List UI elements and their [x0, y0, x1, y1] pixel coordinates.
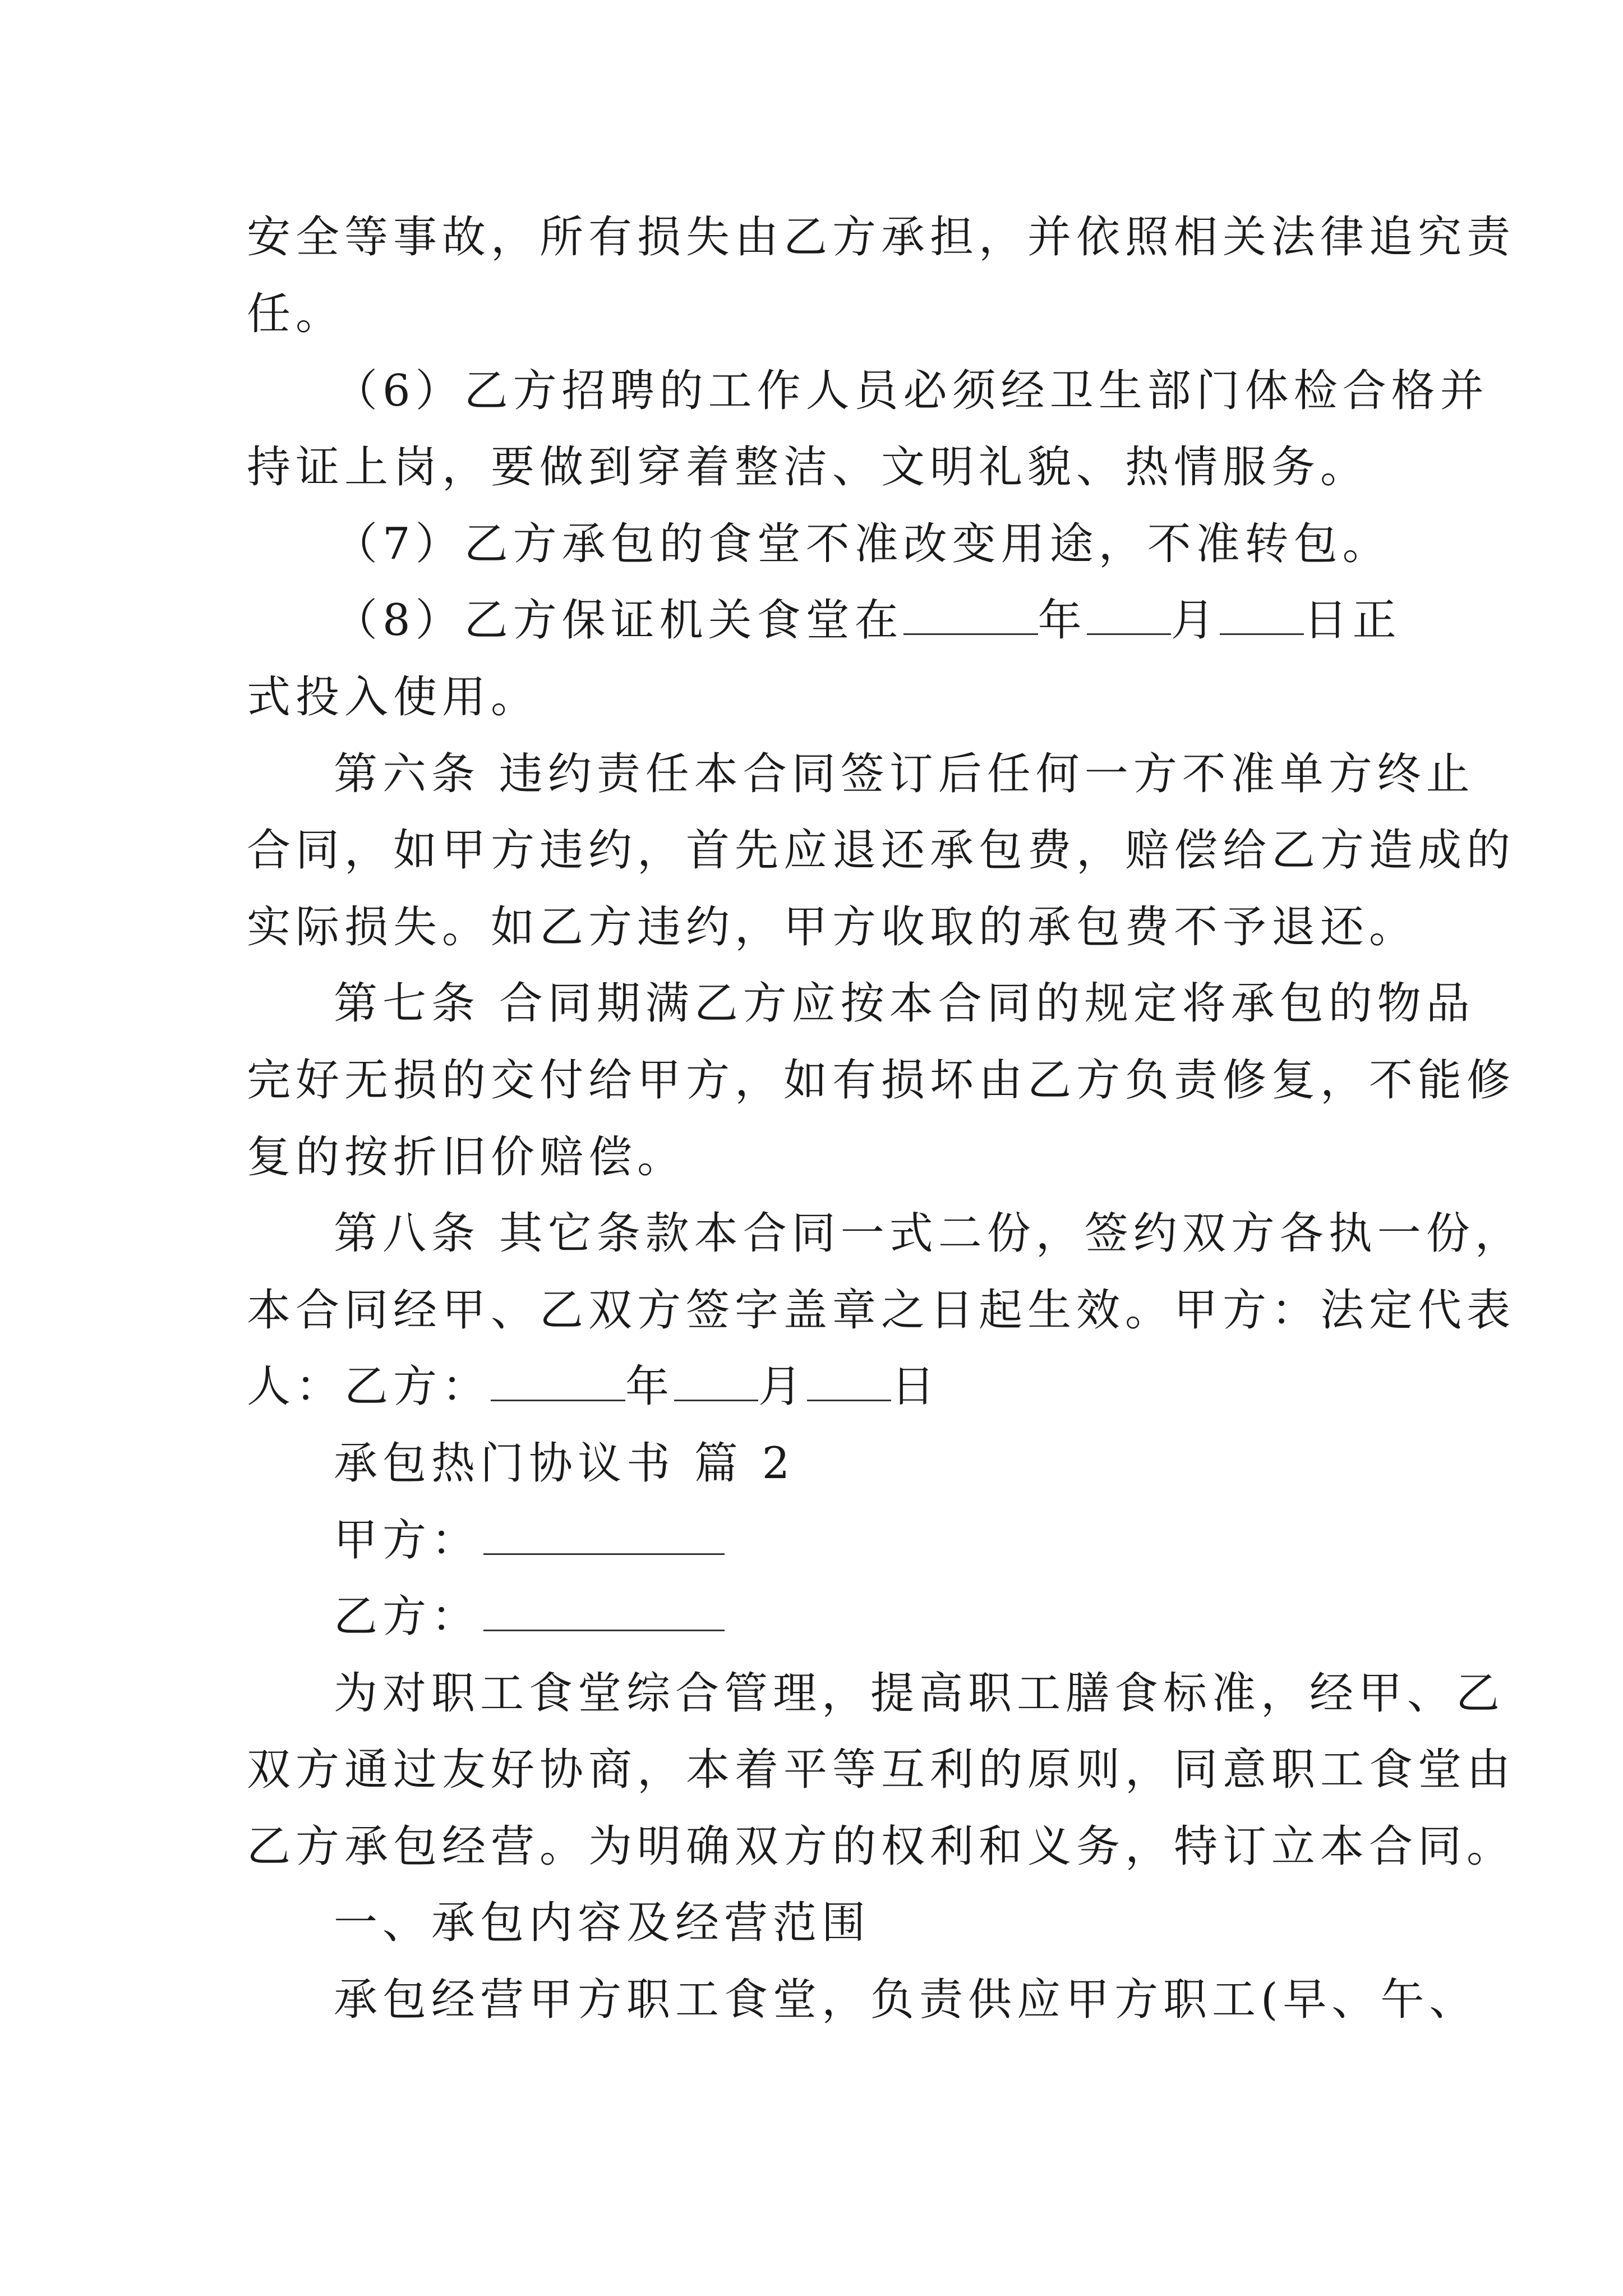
year-blank[interactable] — [903, 588, 1038, 635]
text-line: 第七条 合同期满乙方应按本合同的规定将承包的物品 — [334, 978, 1475, 1029]
clause-8-line — [334, 587, 1401, 654]
month-blank[interactable] — [1087, 588, 1171, 635]
signature-day-blank[interactable] — [807, 1355, 891, 1401]
text-line: 任。 — [247, 289, 345, 339]
party-a-line — [334, 1507, 725, 1574]
text-line: （7）乙方承包的食堂不准改变用途，不准转包。 — [334, 519, 1391, 569]
text-line: 双方通过友好协商，本着平等互利的原则，同意职工食堂由 — [247, 1745, 1516, 1795]
section-heading: 承包热门协议书 篇 2 — [334, 1438, 795, 1489]
party-a-blank[interactable] — [483, 1508, 725, 1555]
text-line: 式投入使用。 — [247, 672, 540, 723]
text-line: 本合同经甲、乙双方签字盖章之日起生效。甲方：法定代表 — [247, 1285, 1516, 1336]
text-line: （6）乙方招聘的工作人员必须经卫生部门体检合格并 — [334, 366, 1489, 416]
party-b-label: 乙方： — [334, 1591, 481, 1642]
month-label: 月 — [1170, 595, 1220, 646]
year-label: 年 — [1038, 595, 1087, 646]
text-line: 合同，如甲方违约，首先应退还承包费，赔偿给乙方造成的 — [247, 825, 1516, 876]
signature-line — [247, 1353, 940, 1420]
clause-8-prefix: （8）乙方保证机关食堂在 — [334, 595, 903, 646]
text-line: 第八条 其它条款本合同一式二份，签约双方各执一份， — [334, 1208, 1524, 1259]
day-label: 日正 — [1303, 595, 1401, 646]
text-line: 安全等事故，所有损失由乙方承担，并依照相关法律追究责 — [247, 212, 1516, 263]
signature-month-blank[interactable] — [674, 1355, 758, 1401]
party-b-blank[interactable] — [483, 1585, 725, 1631]
text-line: 第六条 违约责任本合同签订后任何一方不准单方终止 — [334, 749, 1475, 799]
text-line: 完好无损的交付给甲方，如有损坏由乙方负责修复，不能修 — [247, 1055, 1516, 1106]
signature-day-label: 日 — [891, 1361, 940, 1412]
section-heading: 一、承包内容及经营范围 — [334, 1898, 871, 1948]
signature-year-blank[interactable] — [491, 1355, 625, 1401]
signature-month-label: 月 — [758, 1361, 808, 1412]
signature-year-label: 年 — [625, 1361, 675, 1412]
text-line: 乙方承包经营。为明确双方的权利和义务，特订立本合同。 — [247, 1821, 1516, 1872]
party-a-label: 甲方： — [334, 1515, 481, 1566]
text-line: 复的按折旧价赔偿。 — [247, 1132, 686, 1182]
day-blank[interactable] — [1220, 588, 1304, 635]
party-b-line — [334, 1583, 725, 1650]
text-line: 持证上岗，要做到穿着整洁、文明礼貌、热情服务。 — [247, 442, 1370, 493]
signature-prefix: 人：乙方： — [247, 1361, 491, 1412]
text-line: 承包经营甲方职工食堂，负责供应甲方职工(早、午、 — [334, 1975, 1478, 2025]
text-line: 实际损失。如乙方违约，甲方收取的承包费不予退还。 — [247, 902, 1418, 953]
text-line: 为对职工食堂综合管理，提高职工膳食标准，经甲、乙 — [334, 1668, 1505, 1719]
